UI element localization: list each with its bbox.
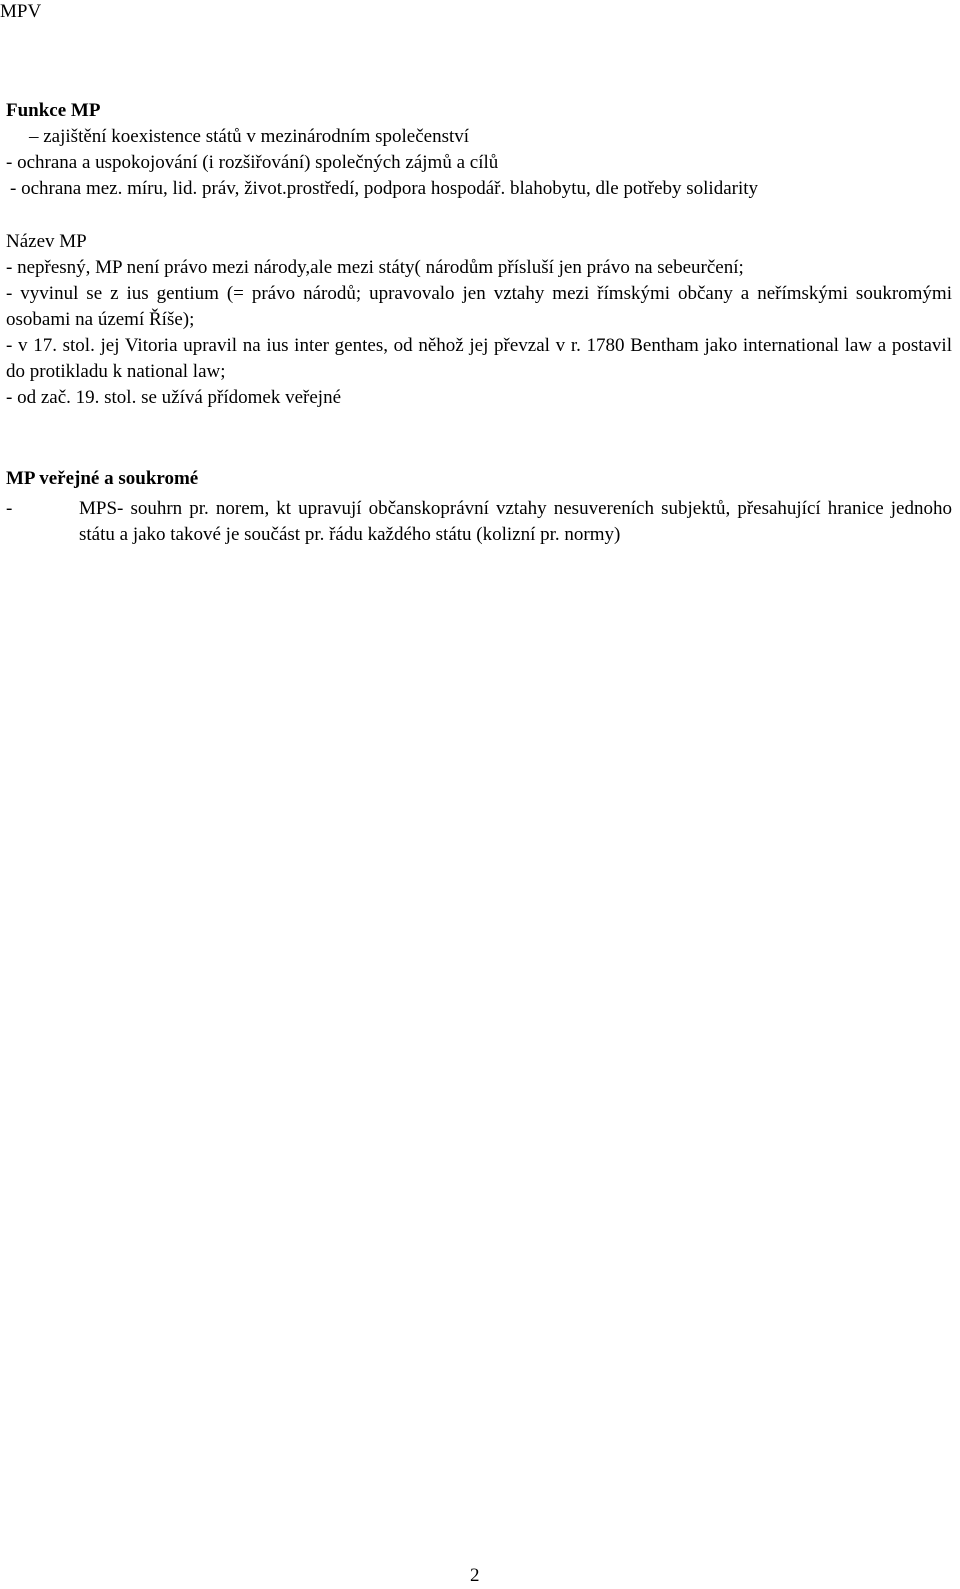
list-item-text: MPS- souhrn pr. norem, kt upravují občanskoprávní vztahy nesuvereních subjektů, přesahující hranice jednoho státu a jako takové je součást pr. řádu každého státu (kolizní pr. normy) [79,498,952,545]
list-bullet: - [6,498,13,519]
list-item: - ochrana a uspokojování (i rozšiřování) společných zájmů a cílů [6,152,499,173]
page-number: 2 [470,1565,480,1586]
document-title: MPV [0,1,42,22]
paragraph: - vyvinul se z ius gentium (= právo národů; upravovalo jen vztahy mezi římskými občany a neřímskými soukromými osobami na území Říše); [6,283,952,330]
page-header [0,0,41,24]
section-funkce [6,98,952,202]
list-item [6,496,952,548]
paragraph: - v 17. stol. jej Vitoria upravil na ius inter gentes, od něhož jej převzal v r. 1780 Bentham jako international law a postavil do protikladu k national law; [6,335,952,382]
list-item: – zajištění koexistence států v mezinárodním společenství [29,126,470,147]
section-verejne [6,466,952,548]
paragraph: - nepřesný, MP není právo mezi národy,ale mezi státy( národům přísluší jen právo na sebeurčení; [6,257,744,278]
section-nazev [6,229,952,411]
paragraph: - od zač. 19. stol. se užívá přídomek veřejné [6,387,342,408]
section-heading-verejne: MP veřejné a soukromé [6,468,199,489]
list-item: - ochrana mez. míru, lid. práv, život.prostředí, podpora hospodář. blahobytu, dle potřeby solidarity [10,178,759,199]
section-heading-funkce: Funkce MP [6,100,101,121]
section-heading-nazev: Název MP [6,231,87,252]
